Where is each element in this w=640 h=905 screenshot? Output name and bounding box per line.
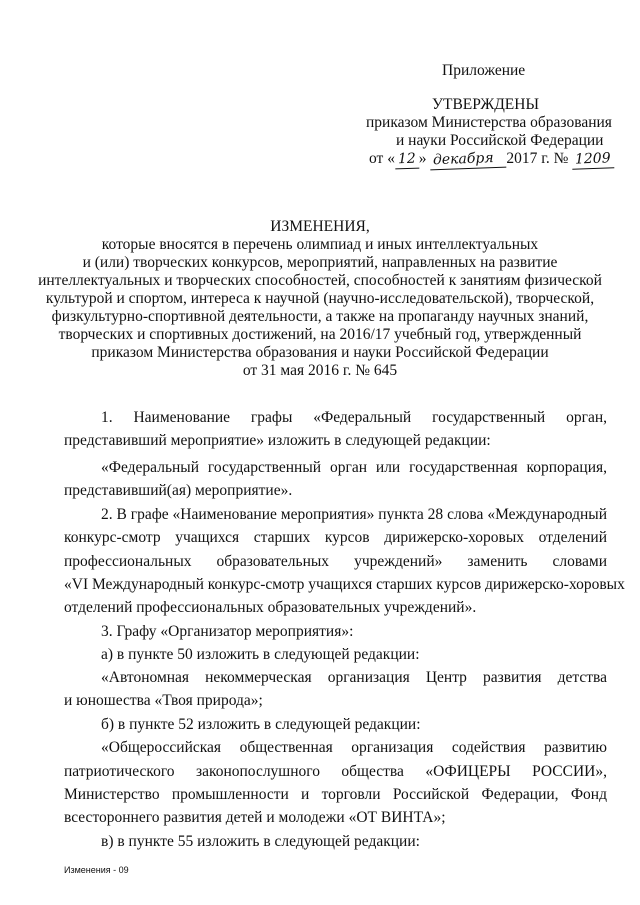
paragraph-3-line: отделений профессиональных образовательных учреждений». bbox=[64, 599, 477, 616]
paragraph-2-line: «Федеральный государственный орган или государственная корпорация, bbox=[101, 459, 607, 476]
handwritten-day: 12 bbox=[395, 150, 419, 170]
date-mid: » bbox=[418, 150, 427, 167]
handwritten-month: декабря bbox=[430, 149, 507, 171]
paragraph-4: 3. Графу «Организатор мероприятия»: bbox=[101, 623, 354, 640]
heading-line: которые вносятся в перечень олимпиад и иных интеллектуальных bbox=[101, 236, 539, 253]
heading-line: от 31 мая 2016 г. № 645 bbox=[242, 362, 398, 379]
order-line-1: приказом Министерства образования bbox=[366, 114, 612, 131]
paragraph-3-line: 2. В графе «Наименование мероприятия» пункта 28 слова «Международный bbox=[101, 506, 607, 523]
paragraph-7: б) в пункте 52 изложить в следующей редакции: bbox=[101, 716, 421, 733]
document-title: ИЗМЕНЕНИЯ, bbox=[270, 218, 370, 235]
paragraph-8-line: Министерство промышленности и торговли Российской Федерации, Фонд bbox=[64, 786, 607, 803]
order-date-line bbox=[369, 150, 614, 169]
approved-label: УТВЕРЖДЕНЫ bbox=[432, 96, 539, 113]
handwritten-number: 1209 bbox=[572, 149, 614, 169]
paragraph-5: а) в пункте 50 изложить в следующей редакции: bbox=[101, 646, 420, 663]
paragraph-3-line: «VI Международный конкурс-смотр учащихся старших курсов дирижерско-хоровых bbox=[64, 576, 625, 593]
paragraph-6-line: и юношества «Твоя природа»; bbox=[64, 692, 263, 709]
paragraph-8-line: «Общероссийская общественная организация содействия развитию bbox=[101, 739, 607, 756]
paragraph-3-line: профессиональных образовательных учреждений» заменить словами bbox=[64, 553, 607, 570]
heading-line: интеллектуальных и творческих способностей, способностей к занятиям физической bbox=[38, 272, 602, 289]
heading-line: приказом Министерства образования и науки Российской Федерации bbox=[91, 344, 549, 361]
paragraph-8-line: всестороннего развития детей и молодежи «ОТ ВИНТА»; bbox=[64, 809, 446, 826]
paragraph-1-line: 1. Наименование графы «Федеральный государственный орган, bbox=[101, 409, 607, 426]
heading-line: творческих и спортивных достижений, на 2016/17 учебный год, утвержденный bbox=[58, 326, 582, 343]
date-prefix: от « bbox=[369, 150, 395, 167]
paragraph-8-line: патриотического законопослушного общества «ОФИЦЕРЫ РОССИИ», bbox=[64, 763, 607, 780]
order-line-2: и науки Российской Федерации bbox=[396, 132, 604, 149]
heading-line: культурой и спортом, интереса к научной (научно-исследовательской), творческой, bbox=[45, 290, 595, 307]
paragraph-3-line: конкурс-смотр учащихся старших курсов дирижерско-хоровых отделений bbox=[64, 529, 607, 546]
heading-line: и (или) творческих конкурсов, мероприятий, направленных на развитие bbox=[82, 254, 558, 271]
page-footer: Изменения - 09 bbox=[64, 865, 129, 875]
heading-line: физкультурно-спортивной деятельности, а также на пропаганду научных знаний, bbox=[51, 308, 589, 325]
paragraph-2-line: представивший(ая) мероприятие». bbox=[64, 482, 293, 499]
date-year: 2017 г. № bbox=[506, 150, 569, 167]
appendix-label: Приложение bbox=[442, 62, 526, 79]
paragraph-9: в) в пункте 55 изложить в следующей редакции: bbox=[101, 833, 420, 850]
paragraph-6-line: «Автономная некоммерческая организация Центр развития детства bbox=[101, 669, 607, 686]
paragraph-1-line: представивший мероприятие» изложить в следующей редакции: bbox=[64, 432, 491, 449]
